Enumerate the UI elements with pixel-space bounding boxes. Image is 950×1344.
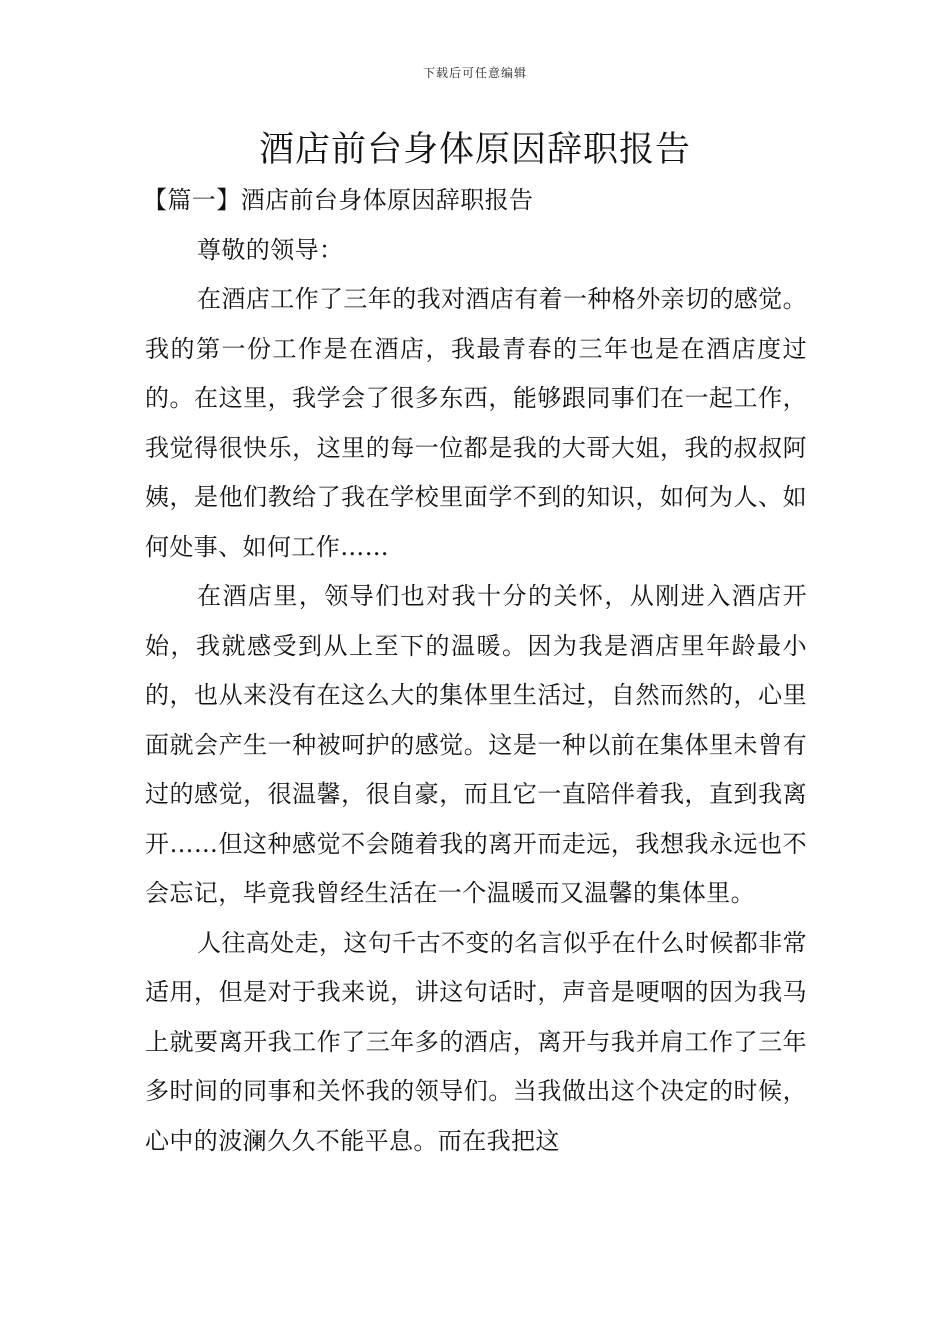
paragraph-3: 人往高处走，这句千古不变的名言似乎在什么时候都非常适用，但是对于我来说，讲这句话时，声音是哽咽的因为我马上就要离开我工作了三年多的酒店，离开与我并肩工作了三年多时间的同事和关怀我的领导们。当我做出这个决定的时候，心中的波澜久久不能平息。而在我把这 [145, 928, 807, 1155]
document-title: 酒店前台身体原因辞职报告 [258, 130, 691, 170]
page-header-note: 下载后可任意编辑 [422, 66, 527, 80]
paragraph-2: 在酒店里，领导们也对我十分的关怀，从刚进入酒店开始，我就感受到从上至下的温暖。因为我是酒店里年龄最小的，也从来没有在这么大的集体里生活过，自然而然的，心里面就会产生一种被呵护的感觉。这是一种以前在集体里未曾有过的感觉，很温馨，很自豪，而且它一直陪伴着我，直到我离开……但这种感觉不会随着我的离开而走远，我想我永远也不会忘记，毕竟我曾经生活在一个温暖而又温馨的集体里。 [145, 582, 807, 907]
salutation: 尊敬的领导： [197, 235, 344, 264]
section-heading: 【篇一】酒店前台身体原因辞职报告 [143, 186, 534, 214]
paragraph-1: 在酒店工作了三年的我对酒店有着一种格外亲切的感觉。我的第一份工作是在酒店，我最青春的三年也是在酒店度过的。在这里，我学会了很多东西，能够跟同事们在一起工作，我觉得很快乐，这里的每一位都是我的大哥大姐，我的叔叔阿姨，是他们教给了我在学校里面学不到的知识，如何为人、如何处事、如何工作…… [145, 285, 807, 561]
document-body [145, 176, 807, 1166]
